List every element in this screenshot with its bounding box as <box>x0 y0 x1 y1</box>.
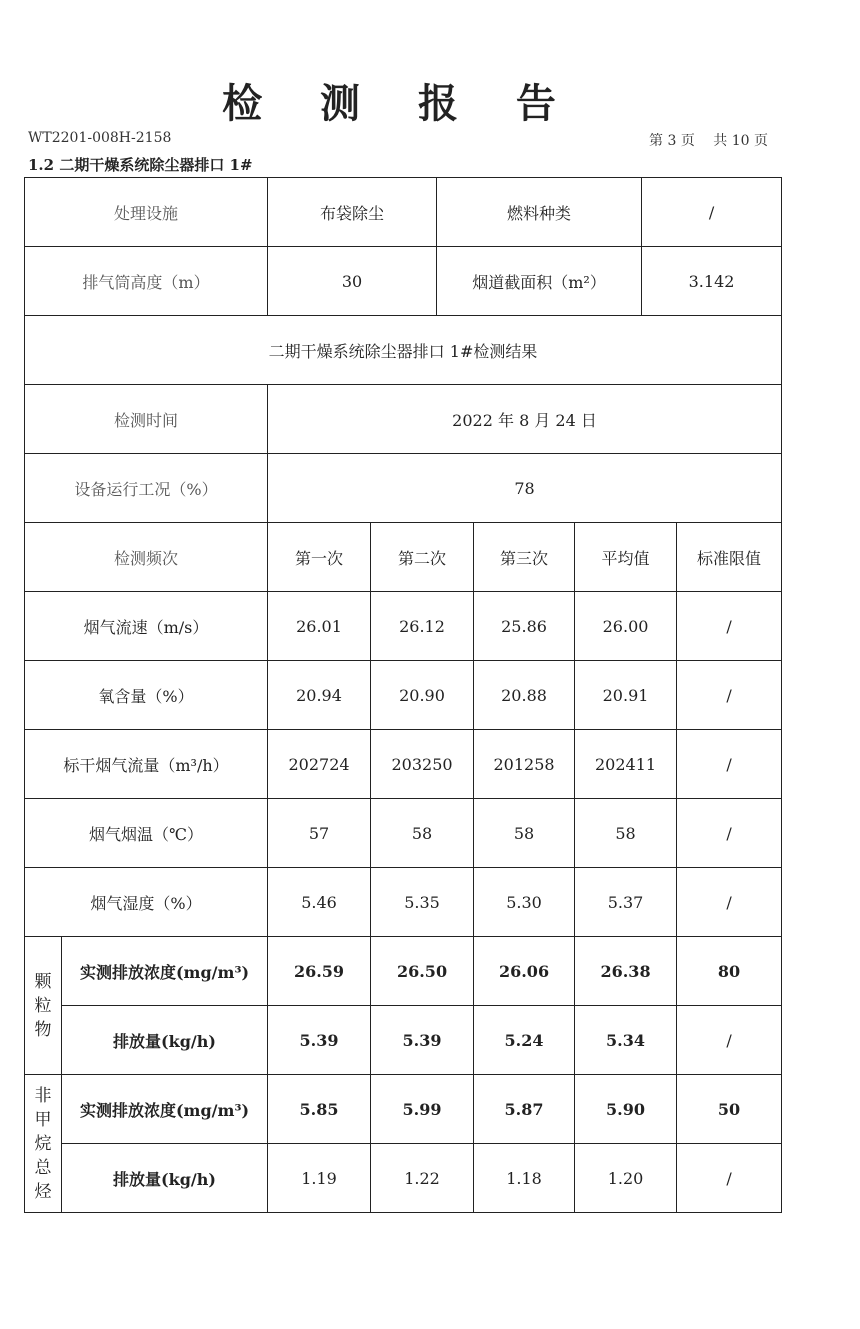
section-heading: 1.2 二期干燥系统除尘器排口 1# <box>28 156 253 174</box>
info-row-1 <box>25 178 782 247</box>
value-third: 1.18 <box>474 1144 575 1213</box>
value-average: 26.00 <box>575 592 677 661</box>
column-header-row <box>25 523 782 592</box>
group-char: 粒 <box>34 995 52 1016</box>
value-average: 5.34 <box>575 1006 677 1075</box>
table-row <box>25 592 782 661</box>
value-third: 201258 <box>474 730 575 799</box>
condition-value: 78 <box>268 454 782 523</box>
value-limit: / <box>677 592 782 661</box>
row-label: 标干烟气流量（m³/h） <box>25 730 268 799</box>
particulate-group-label <box>25 937 62 1075</box>
nmhc-conc-label: 实测排放浓度(mg/m³) <box>62 1075 268 1144</box>
flue-area-value: 3.142 <box>642 247 782 316</box>
group-char: 颗 <box>34 971 52 992</box>
particulate-conc-label: 实测排放浓度(mg/m³) <box>62 937 268 1006</box>
nmhc-group-label <box>25 1075 62 1213</box>
fuel-value: / <box>642 178 782 247</box>
value-first: 5.39 <box>268 1006 371 1075</box>
value-third: 25.86 <box>474 592 575 661</box>
time-row <box>25 385 782 454</box>
row-label: 烟气流速（m/s） <box>25 592 268 661</box>
value-average: 1.20 <box>575 1144 677 1213</box>
facility-label: 处理设施 <box>25 178 268 247</box>
flue-area-label: 烟道截面积（m²） <box>437 247 642 316</box>
nmhc-rate-row <box>25 1144 782 1213</box>
value-limit: 50 <box>677 1075 782 1144</box>
value-second: 58 <box>371 799 474 868</box>
particulate-rate-row <box>25 1006 782 1075</box>
value-limit: / <box>677 868 782 937</box>
value-first: 26.01 <box>268 592 371 661</box>
table-row <box>25 799 782 868</box>
nmhc-rate-label: 排放量(kg/h) <box>62 1144 268 1213</box>
value-limit: / <box>677 730 782 799</box>
condition-row <box>25 454 782 523</box>
value-average: 202411 <box>575 730 677 799</box>
group-char: 烷 <box>34 1133 52 1154</box>
value-first: 1.19 <box>268 1144 371 1213</box>
value-second: 5.39 <box>371 1006 474 1075</box>
col-average: 平均值 <box>575 523 677 592</box>
time-value: 2022 年 8 月 24 日 <box>268 385 782 454</box>
value-third: 26.06 <box>474 937 575 1006</box>
value-first: 20.94 <box>268 661 371 730</box>
value-third: 5.24 <box>474 1006 575 1075</box>
results-table <box>24 177 782 1213</box>
group-char: 甲 <box>34 1109 52 1130</box>
row-label: 烟气烟温（℃） <box>25 799 268 868</box>
value-second: 203250 <box>371 730 474 799</box>
value-first: 5.46 <box>268 868 371 937</box>
condition-label: 设备运行工况（%） <box>25 454 268 523</box>
col-second: 第二次 <box>371 523 474 592</box>
time-label: 检测时间 <box>25 385 268 454</box>
freq-label: 检测频次 <box>25 523 268 592</box>
col-limit: 标准限值 <box>677 523 782 592</box>
results-title-row <box>25 316 782 385</box>
particulate-conc-row <box>25 937 782 1006</box>
value-first: 202724 <box>268 730 371 799</box>
value-second: 26.50 <box>371 937 474 1006</box>
value-third: 5.87 <box>474 1075 575 1144</box>
value-limit: / <box>677 661 782 730</box>
value-average: 20.91 <box>575 661 677 730</box>
value-second: 26.12 <box>371 592 474 661</box>
value-first: 26.59 <box>268 937 371 1006</box>
value-limit: / <box>677 1144 782 1213</box>
value-first: 57 <box>268 799 371 868</box>
page-info: 第 3 页 共 10 页 <box>649 133 768 149</box>
table-row <box>25 730 782 799</box>
col-first: 第一次 <box>268 523 371 592</box>
value-average: 5.37 <box>575 868 677 937</box>
fuel-label: 燃料种类 <box>437 178 642 247</box>
stack-height-value: 30 <box>268 247 437 316</box>
value-limit: / <box>677 1006 782 1075</box>
row-label: 烟气湿度（%） <box>25 868 268 937</box>
nmhc-conc-row <box>25 1075 782 1144</box>
value-second: 20.90 <box>371 661 474 730</box>
group-char: 总 <box>34 1157 52 1178</box>
value-average: 26.38 <box>575 937 677 1006</box>
results-title: 二期干燥系统除尘器排口 1#检测结果 <box>25 316 782 385</box>
group-char: 烃 <box>34 1181 52 1202</box>
group-char: 非 <box>34 1085 52 1106</box>
info-row-2 <box>25 247 782 316</box>
value-third: 20.88 <box>474 661 575 730</box>
value-average: 5.90 <box>575 1075 677 1144</box>
particulate-rate-label: 排放量(kg/h) <box>62 1006 268 1075</box>
row-label: 氧含量（%） <box>25 661 268 730</box>
value-second: 5.35 <box>371 868 474 937</box>
value-average: 58 <box>575 799 677 868</box>
report-code: WT2201-008H-2158 <box>28 130 172 146</box>
value-first: 5.85 <box>268 1075 371 1144</box>
report-title: 检 测 报 告 <box>222 80 578 127</box>
value-limit: / <box>677 799 782 868</box>
value-limit: 80 <box>677 937 782 1006</box>
table-row <box>25 868 782 937</box>
table-row <box>25 661 782 730</box>
value-second: 1.22 <box>371 1144 474 1213</box>
col-third: 第三次 <box>474 523 575 592</box>
stack-height-label: 排气筒高度（m） <box>25 247 268 316</box>
value-second: 5.99 <box>371 1075 474 1144</box>
group-char: 物 <box>34 1019 52 1040</box>
value-third: 5.30 <box>474 868 575 937</box>
facility-value: 布袋除尘 <box>268 178 437 247</box>
value-third: 58 <box>474 799 575 868</box>
